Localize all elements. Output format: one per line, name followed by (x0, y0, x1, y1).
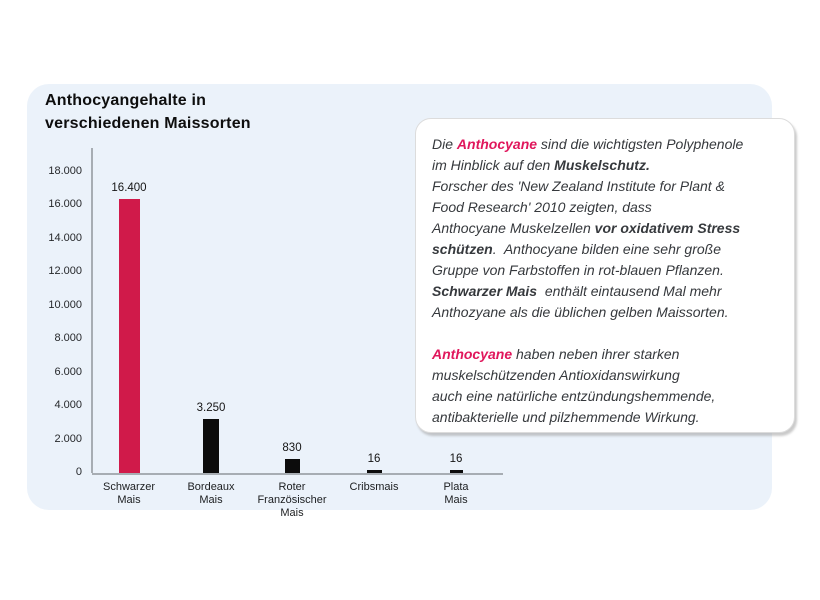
info-paragraph (432, 344, 781, 428)
info-line: Gruppe von Farbstoffen in rot-blauen Pflanzen. (432, 262, 724, 278)
info-line: Anthocyane haben neben ihrer starken (432, 346, 680, 362)
x-category-line: Mais (117, 493, 141, 506)
x-category-line: Mais (199, 493, 223, 506)
y-tick-label: 6.000 (54, 365, 82, 378)
y-tick-label: 16.000 (48, 198, 82, 211)
x-category-line: Roter (278, 481, 306, 493)
info-paragraph (432, 134, 781, 323)
bar-value-label: 16.400 (111, 182, 147, 194)
y-tick-label: 8.000 (54, 332, 82, 345)
info-line: antibakterielle und pilzhemmende Wirkung. (432, 409, 700, 425)
x-category-line: Cribsmais (349, 481, 399, 493)
info-line: muskelschützenden Antioxidanswirkung (432, 367, 680, 383)
x-category-line: Mais (444, 493, 468, 506)
info-line: Anthocyane Muskelzellen vor oxidativem Stress (432, 220, 741, 236)
bar (203, 419, 219, 473)
bar (450, 470, 463, 473)
y-tick-label: 10.000 (48, 298, 82, 311)
bar (367, 470, 382, 473)
y-tick-label: 14.000 (48, 231, 82, 244)
y-tick-label: 0 (75, 466, 82, 478)
info-line: auch eine natürliche entzündungshemmende, (432, 388, 716, 404)
x-axis-line (92, 473, 503, 475)
info-line: Schwarzer Mais enthält eintausend Mal mehr (432, 283, 722, 299)
bar (119, 199, 140, 473)
x-category-line: Mais (280, 506, 304, 519)
x-category-line: Schwarzer (103, 481, 155, 493)
info-line: Forscher des 'New Zealand Institute for Plant & (432, 178, 725, 194)
info-line: Die Anthocyane sind die wichtigsten Polyphenole (432, 136, 744, 152)
info-line: Anthozyane als die üblichen gelben Maissorten. (432, 304, 729, 320)
info-line: Food Research' 2010 zeigten, dass (432, 199, 652, 215)
info-line: im Hinblick auf den Muskelschutz. (432, 157, 650, 173)
info-line: schützen. Anthocyane bilden eine sehr große (432, 241, 721, 257)
chart-title: Anthocyangehalte in verschiedenen Maissorten (45, 92, 251, 132)
y-tick-label: 18.000 (48, 165, 82, 177)
y-axis-line (91, 148, 93, 473)
bar-value-label: 16 (449, 453, 463, 465)
bar (285, 459, 300, 473)
bar-value-label: 830 (282, 442, 302, 454)
x-category-line: Bordeaux (187, 481, 235, 493)
y-tick-label: 12.000 (48, 265, 82, 278)
info-text (432, 134, 781, 428)
bar-value-label: 16 (367, 453, 381, 465)
x-category-line: Französischer (257, 493, 327, 506)
info-box (415, 118, 795, 433)
bar-value-label: 3.250 (196, 402, 226, 414)
y-tick-label: 2.000 (54, 432, 82, 445)
x-category-line: Plata (443, 481, 469, 493)
y-tick-label: 4.000 (54, 399, 82, 412)
x-category-label (401, 481, 511, 507)
